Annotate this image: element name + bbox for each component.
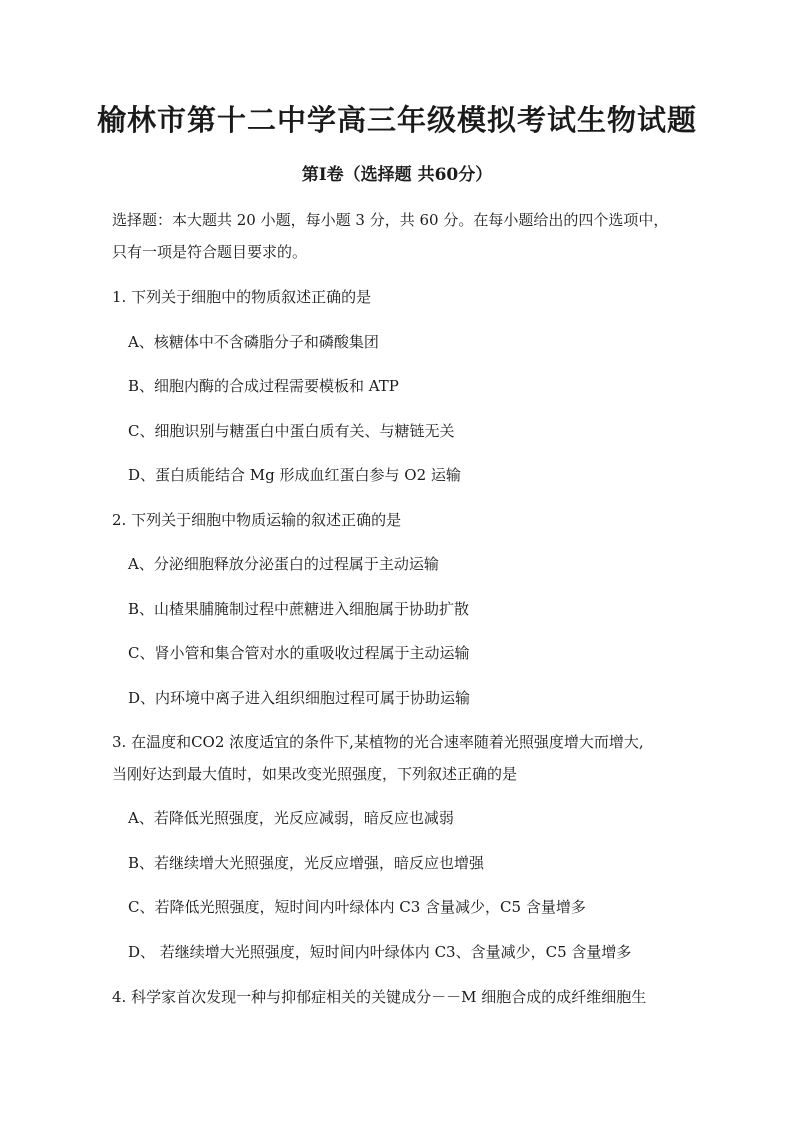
section-subtitle: 第Ⅰ卷（选择题 共60分） [301,165,493,185]
question-1-option-c: C、细胞识别与糖蛋白中蛋白质有关、与糖链无关 [128,422,455,440]
question-3-stem-line-1: 3. 在温度和CO2 浓度适宜的条件下,某植物的光合速率随着光照强度增大而增大, [112,733,644,751]
question-2-option-b: B、山楂果脯腌制过程中蔗糖进入细胞属于协助扩散 [128,600,470,618]
question-1-option-d: D、蛋白质能结合 Mg 形成血红蛋白参与 O2 运输 [128,466,461,484]
question-2-stem: 2. 下列关于细胞中物质运输的叙述正确的是 [112,511,402,529]
instructions-line-1: 选择题：本大题共 20 小题，每小题 3 分，共 60 分。在每小题给出的四个选项中， [112,211,669,229]
question-3-option-c: C、若降低光照强度，短时间内叶绿体内 C3 含量减少，C5 含量增多 [128,898,586,916]
question-4-stem: 4. 科学家首次发现一种与抑郁症相关的关键成分－－M 细胞合成的成纤维细胞生 [112,988,647,1006]
question-1-stem: 1. 下列关于细胞中的物质叙述正确的是 [112,288,372,306]
question-3-option-b: B、若继续增大光照强度，光反应增强，暗反应也增强 [128,854,485,872]
instructions-line-2: 只有一项是符合题目要求的。 [112,243,308,261]
question-3-option-a: A、若降低光照强度，光反应减弱，暗反应也减弱 [128,809,454,827]
exam-title: 榆林市第十二中学高三年级模拟考试生物试题 [96,103,697,137]
question-2-option-d: D、内环境中离子进入组织细胞过程可属于协助运输 [128,689,471,707]
question-3-option-d: D、 若继续增大光照强度，短时间内叶绿体内 C3、含量减少，C5 含量增多 [128,943,632,961]
question-3-stem-line-2: 当刚好达到最大值时，如果改变光照强度，下列叙述正确的是 [112,765,518,783]
question-2-option-a: A、分泌细胞释放分泌蛋白的过程属于主动运输 [128,555,439,573]
question-1-option-a: A、核糖体中不含磷脂分子和磷酸集团 [128,333,379,351]
question-2-option-c: C、肾小管和集合管对水的重吸收过程属于主动运输 [128,644,470,662]
question-1-option-b: B、细胞内酶的合成过程需要模板和 ATP [128,377,399,395]
